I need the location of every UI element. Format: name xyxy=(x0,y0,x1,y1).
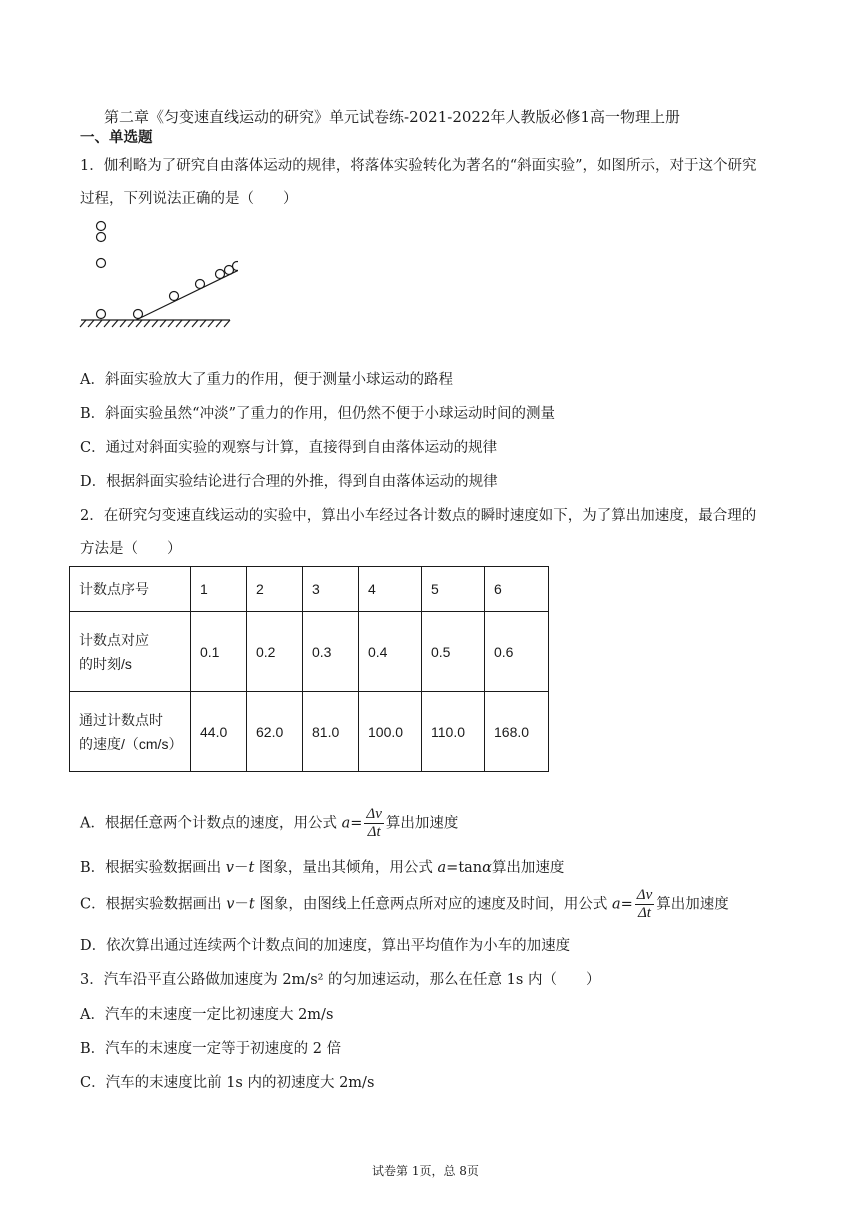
symbol-v: v xyxy=(225,860,234,876)
option-text: 算出加速度 xyxy=(385,815,459,832)
table-cell xyxy=(70,692,191,772)
equals-sign: = xyxy=(350,815,363,832)
q2-stem-line1: 2．在研究匀变速直线运动的实验中，算出小车经过各计数点的瞬时速度如下，为了算出加速度，最合理的 xyxy=(80,508,757,524)
incline-ball-2 xyxy=(170,292,179,301)
q2-option-d: D．依次算出通过连续两个计数点间的加速度，算出平均值作为小车的加速度 xyxy=(80,938,571,954)
table-cell: 1 xyxy=(191,567,247,612)
table-cell: 110.0 xyxy=(422,692,485,772)
incline-ball-4 xyxy=(216,270,225,279)
symbol-v: v xyxy=(226,896,235,913)
table-cell xyxy=(70,612,191,692)
equals-sign: = xyxy=(620,896,633,913)
q2-option-b xyxy=(80,858,564,878)
page-footer: 试卷第 1页，总 8页 xyxy=(372,1164,479,1178)
table-cell: 168.0 xyxy=(485,692,549,772)
falling-ball-4 xyxy=(97,310,106,319)
cell-text: 的时刻/s xyxy=(79,655,132,672)
fraction-formula xyxy=(635,887,654,922)
falling-ball-2 xyxy=(97,233,106,242)
option-text: 图象，量出其倾角，用公式 xyxy=(254,860,438,876)
table-cell: 0.6 xyxy=(485,612,549,692)
option-text: 图象，由图线上任意两点所对应的速度及时间，用公式 xyxy=(254,896,612,913)
symbol-t: t xyxy=(248,860,255,876)
table-cell: 81.0 xyxy=(303,692,359,772)
fraction-formula xyxy=(364,806,383,841)
table-cell: 4 xyxy=(359,567,422,612)
data-table xyxy=(69,566,549,772)
section-heading: 一、单选题 xyxy=(80,129,153,146)
table-cell: 5 xyxy=(422,567,485,612)
symbol-a: a xyxy=(611,896,621,913)
table-row xyxy=(70,612,549,692)
q1-option-d: D．根据斜面实验结论进行合理的外推，得到自由落体运动的规律 xyxy=(80,474,498,490)
incline-ball-6 xyxy=(233,262,239,271)
dash: － xyxy=(234,896,249,913)
option-text: B．根据实验数据画出 xyxy=(80,860,226,876)
table-cell: 计数点序号 xyxy=(70,567,191,612)
fraction-denominator: Δt xyxy=(367,824,381,840)
table-cell: 0.1 xyxy=(191,612,247,692)
table-cell: 44.0 xyxy=(191,692,247,772)
dash: － xyxy=(233,860,249,876)
q3-option-b: B．汽车的末速度一定等于初速度的 2 倍 xyxy=(80,1041,342,1057)
q2-option-c xyxy=(80,887,729,922)
q2-option-a xyxy=(80,806,458,841)
cell-text: 计数点对应 xyxy=(79,631,149,648)
option-text: A．根据任意两个计数点的速度，用公式 xyxy=(80,815,342,832)
table-cell: 3 xyxy=(303,567,359,612)
q1-option-a: A．斜面实验放大了重力的作用，便于测量小球运动的路程 xyxy=(80,372,453,388)
symbol-t: t xyxy=(248,896,255,913)
table-cell: 0.4 xyxy=(359,612,422,692)
q3-option-c: C．汽车的末速度比前 1s 内的初速度大 2m/s xyxy=(80,1075,375,1091)
option-text: 算出加速度 xyxy=(491,860,565,876)
table-cell: 100.0 xyxy=(359,692,422,772)
symbol-a: a xyxy=(341,815,351,832)
table-cell: 2 xyxy=(247,567,303,612)
option-text: 算出加速度 xyxy=(656,896,729,913)
q1-stem-line1: 1．伽利略为了研究自由落体运动的规律，将落体实验转化为著名的“斜面实验”，如图所示，对于这个研究 xyxy=(80,158,757,174)
table-row xyxy=(70,567,549,612)
symbol-a: a xyxy=(437,860,447,876)
fraction-numerator: Δv xyxy=(366,806,382,822)
incline-ball-1 xyxy=(134,310,143,319)
q2-stem-line2: 方法是（ ） xyxy=(80,541,182,557)
fraction-numerator: Δv xyxy=(636,887,653,903)
table-cell: 0.5 xyxy=(422,612,485,692)
exam-title: 第二章《匀变速直线运动的研究》单元试卷练-2021-2022年人教版必修1高一物理上册 xyxy=(104,108,681,126)
symbol-alpha: α xyxy=(482,860,492,876)
q3-stem: 3．汽车沿平直公路做加速度为 2m/s² 的匀加速运动，那么在任意 1s 内（ ） xyxy=(80,972,601,988)
option-text: C．根据实验数据画出 xyxy=(80,896,227,913)
table-cell: 6 xyxy=(485,567,549,612)
cell-text: 通过计数点时 xyxy=(79,711,163,728)
table-cell: 0.3 xyxy=(303,612,359,692)
q1-option-b: B．斜面实验虽然“冲淡”了重力的作用，但仍然不便于小球运动时间的测量 xyxy=(80,406,555,422)
table-row xyxy=(70,692,549,772)
q1-stem-line2: 过程，下列说法正确的是（ ） xyxy=(80,191,298,207)
cell-text: 的速度/（cm/s） xyxy=(79,735,183,752)
incline-ball-3 xyxy=(196,280,205,289)
falling-ball-3 xyxy=(97,259,106,268)
q1-option-c: C．通过对斜面实验的观察与计算，直接得到自由落体运动的规律 xyxy=(80,440,498,456)
falling-ball-1 xyxy=(97,222,106,231)
formula-tan: =tan xyxy=(446,860,483,876)
table-cell: 0.2 xyxy=(247,612,303,692)
q3-option-a: A．汽车的末速度一定比初速度大 2m/s xyxy=(80,1007,334,1023)
fraction-denominator: Δt xyxy=(638,905,651,921)
table-cell: 62.0 xyxy=(247,692,303,772)
incline-experiment-figure xyxy=(78,215,238,330)
